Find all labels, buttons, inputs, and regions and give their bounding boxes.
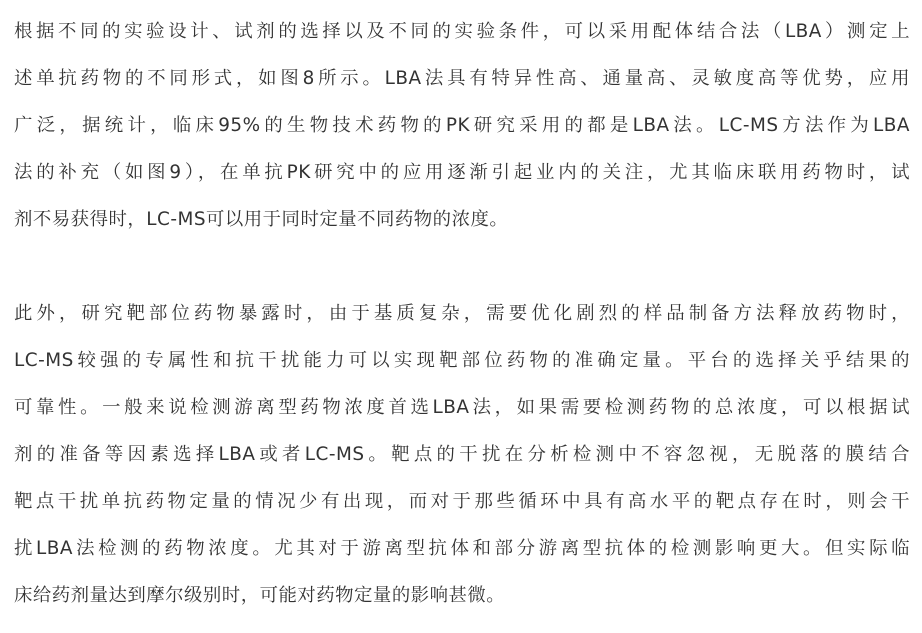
text-line: 床给药剂量达到摩尔级别时，可能对药物定量的影响甚微。 (14, 585, 506, 606)
text-line: 扰LBA法检测的药物浓度。尤其对于游离型抗体和部分游离型抗体的检测影响更大。但实际临 (14, 538, 910, 559)
text-line: 述单抗药物的不同形式，如图8所示。LBA法具有特异性高、通量高、灵敏度高等优势，应用 (14, 68, 910, 89)
paragraph-lba-overview (14, 8, 910, 243)
paragraph-target-exposure (14, 290, 910, 619)
article-body (14, 8, 910, 619)
text-line: 剂的准备等因素选择LBA或者LC-MS。靶点的干扰在分析检测中不容忽视，无脱落的膜结合 (14, 444, 910, 465)
text-line: LC-MS较强的专属性和抗干扰能力可以实现靶部位药物的准确定量。平台的选择关乎结果的 (14, 350, 910, 371)
text-line: 法的补充（如图9），在单抗PK研究中的应用逐渐引起业内的关注，尤其临床联用药物时，试 (14, 162, 910, 183)
text-line: 广泛，据统计，临床95%的生物技术药物的PK研究采用的都是LBA法。LC-MS方法作为LBA (14, 115, 910, 136)
text-line: 此外，研究靶部位药物暴露时，由于基质复杂，需要优化剧烈的样品制备方法释放药物时， (14, 303, 910, 324)
text-line: 可靠性。一般来说检测游离型药物浓度首选LBA法，如果需要检测药物的总浓度，可以根据试 (14, 397, 910, 418)
text-line: 根据不同的实验设计、试剂的选择以及不同的实验条件，可以采用配体结合法（LBA）测定上 (14, 21, 910, 42)
text-line: 剂不易获得时，LC-MS可以用于同时定量不同药物的浓度。 (14, 209, 509, 230)
text-line: 靶点干扰单抗药物定量的情况少有出现，而对于那些循环中具有高水平的靶点存在时，则会干 (14, 491, 910, 512)
